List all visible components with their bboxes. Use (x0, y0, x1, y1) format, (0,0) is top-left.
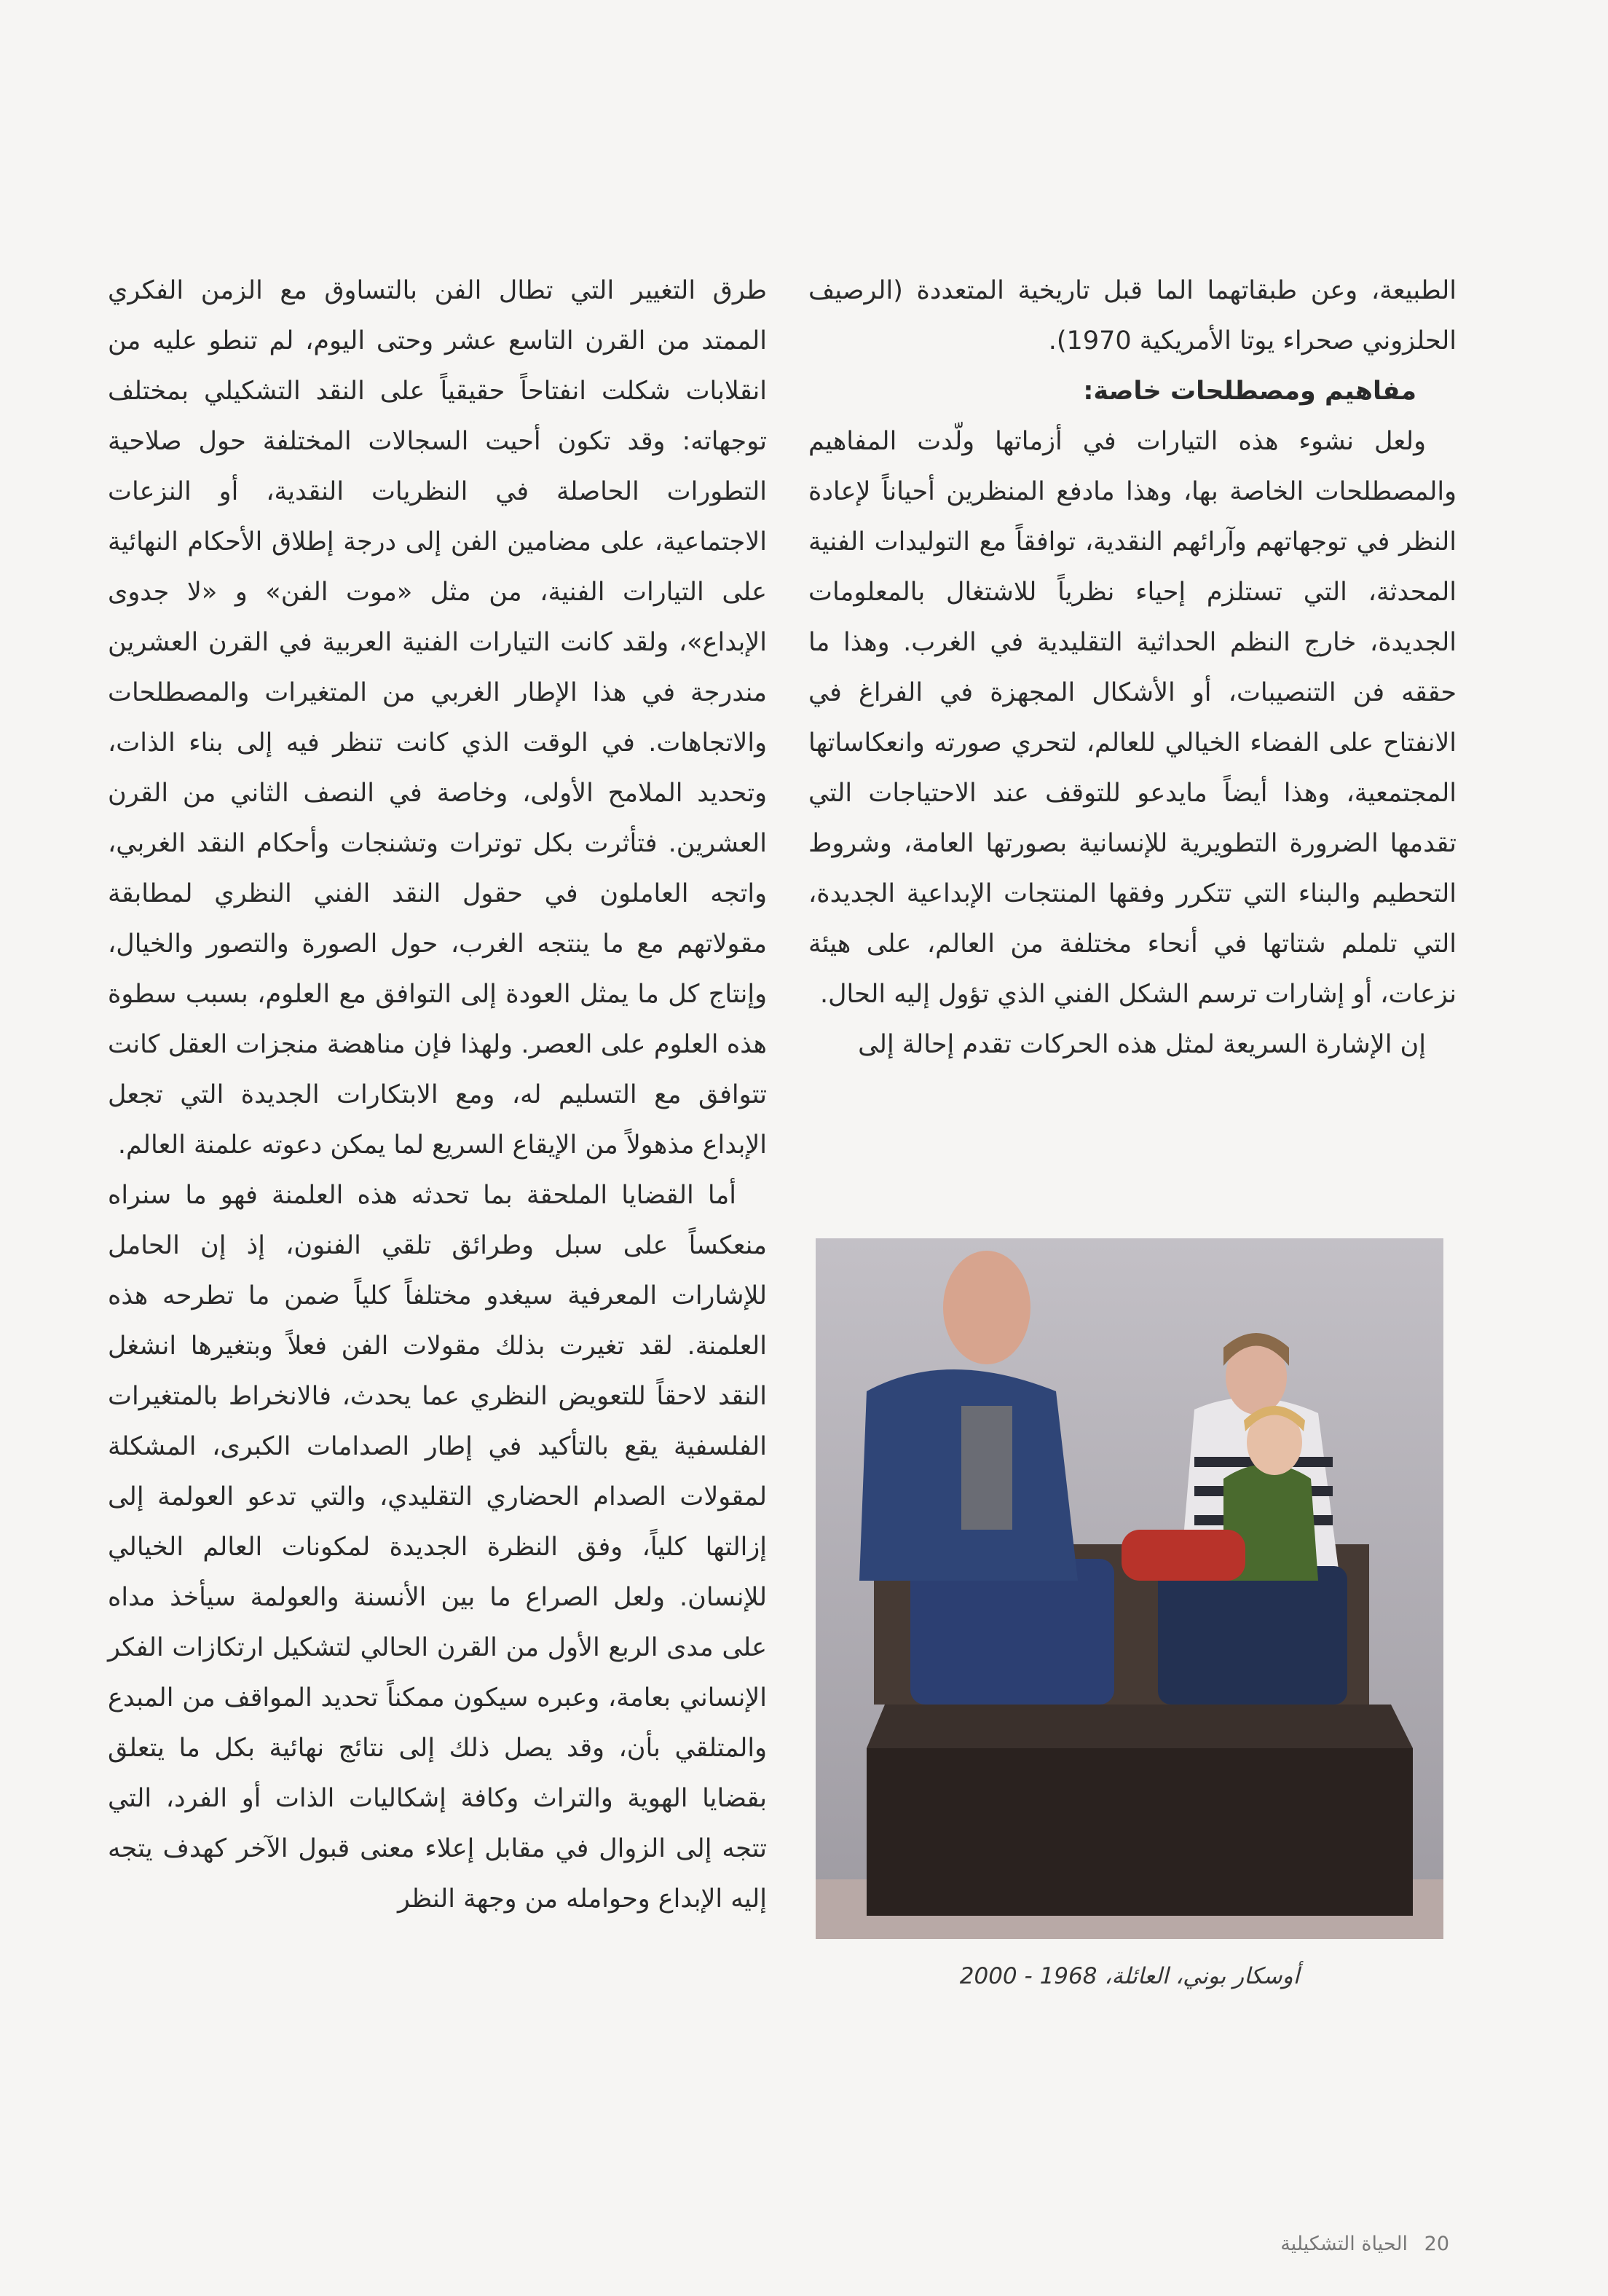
page-footer (1209, 2233, 1449, 2255)
family-artwork-photo (816, 1238, 1443, 1939)
sculpture-illustration (816, 1238, 1443, 1939)
body-paragraph: إن الإشارة السريعة لمثل هذه الحركات تقدم إحالة إلى (858, 1030, 1426, 1059)
intro-paragraph: الطبيعة، وعن طبقاتهما الما قبل تاريخية المتعددة (الرصيف الحلزوني صحراء يوتا الأمريكية 1970). (808, 276, 1457, 355)
page-number: 20 (1424, 2233, 1449, 2255)
section-subheading: مفاهيم ومصطلحات خاصة: (1083, 377, 1416, 406)
figure-caption: أوسكار بوني، العائلة، 1968 - 2000 (959, 1963, 1300, 1989)
body-paragraph: طرق التغيير التي تطال الفن بالتساوق مع الزمن الفكري الممتد من القرن التاسع عشر وحتى اليوم، لم تنطو عليه من انقلابات شكلت انفتاحاً حقيقياً على النقد التشكيلي بمختلف توجهاته: وقد تكون أحيت السجالات المختلفة حول صلاحية التطورات الحاصلة في النظريات النقدية، أو النزعات الاجتماعية، على مضامين الفن إلى درجة إطلاق الأحكام النهائية على التيارات الفنية، من مثل «موت الفن» و «لا جدوى الإبداع»، ولقد كانت التيارات الفنية العربية في القرن العشرين مندرجة في هذا الإطار الغربي من المتغيرات والمصطلحات والاتجاهات. في الوقت الذي كانت تنظر فيه إلى بناء الذات، وتحديد الملامح الأولى، وخاصة في النصف الثاني من القرن العشرين. فتأثرت بكل توترات وتشنجات وأحكام النقد الغربي، واتجه العاملون في حقول النقد الفني النظري لمطابقة مقولاتهم مع ما ينتجه الغرب، حول الصورة والتصور والخيال، وإنتاج كل ما يمثل العودة إلى التوافق مع العلوم، بسبب سطوة هذه العلوم على العصر. ولهذا فإن مناهضة منجزات العقل كانت تتوافق مع التسليم له، ومع الابتكارات الجديدة التي تجعل الإبداع مذهولاً من الإيقاع السريع لما يمكن دعوته علمنة العالم. (108, 276, 767, 1160)
body-paragraph: أما القضايا الملحقة بما تحدثه هذه العلمنة فهو ما سنراه منعكساً على سبل وطرائق تلقي الفنون، إذ إن الحامل للإشارات المعرفية سيغدو مختلفاً كلياً ضمن ما تطرحه هذه العلمنة. لقد تغيرت بذلك مقولات الفن فعلاً وبتغيرها انشغل النقد لاحقاً للتعويض النظري عما يحدث، فالانخراط بالمتغيرات الفلسفية يقع بالتأكيد في إطار الصدامات الكبرى، المشكلة لمقولات الصدام الحضاري التقليدي، والتي تدعو العولمة إلى إزالتها كلياً، وفق النظرة الجديدة لمكونات العالم الخيالي للإنسان. ولعل الصراع ما بين الأنسنة والعولمة سيأخذ مداه على مدى الربع الأول من القرن الحالي لتشكيل ارتكازات الفكر الإنساني بعامة، وعبره سيكون ممكناً تحديد المواقف من المبدع والمتلقي بأن، وقد يصل ذلك إلى نتائج نهائية بكل ما يتعلق بقضايا الهوية والتراث وكافة إشكاليات الذات أو الفرد، التي تتجه إلى الزوال في مقابل إعلاء معنى قبول الآخر كهدف يتجه إليه الإبداع وحوامله من وجهة النظر (108, 1181, 767, 1914)
right-text-column (808, 266, 1457, 1070)
magazine-name: الحياة التشكيلية (1280, 2233, 1408, 2255)
left-text-column (108, 266, 767, 1925)
body-paragraph: ولعل نشوء هذه التيارات في أزماتها ولّدت المفاهيم والمصطلحات الخاصة بها، وهذا مادفع المنظرين أحياناً لإعادة النظر في توجهاتهم وآرائهم النقدية، توافقاً مع التوليدات الفنية المحدثة، التي تستلزم إحياء نظرياً للاشتغال بالمعلومات الجديدة، خارج النظم الحداثية التقليدية في الغرب. وهذا ما حققه فن التنصيبات، أو الأشكال المجهزة في الفراغ في الانفتاح على الفضاء الخيالي للعالم، لتحري صورته وانعكاساتها المجتمعية، وهذا أيضاً مايدعو للتوقف عند الاحتياجات التي تقدمها الضرورة التطويرية للإنسانية بصورتها العامة، وشروط التحطيم والبناء التي تتكرر وفقها المنتجات الإبداعية الجديدة، التي تلملم شتاتها في أنحاء مختلفة من العالم، على هيئة نزعات، أو إشارات ترسم الشكل الفني الذي تؤول إليه الحال. (808, 427, 1457, 1009)
